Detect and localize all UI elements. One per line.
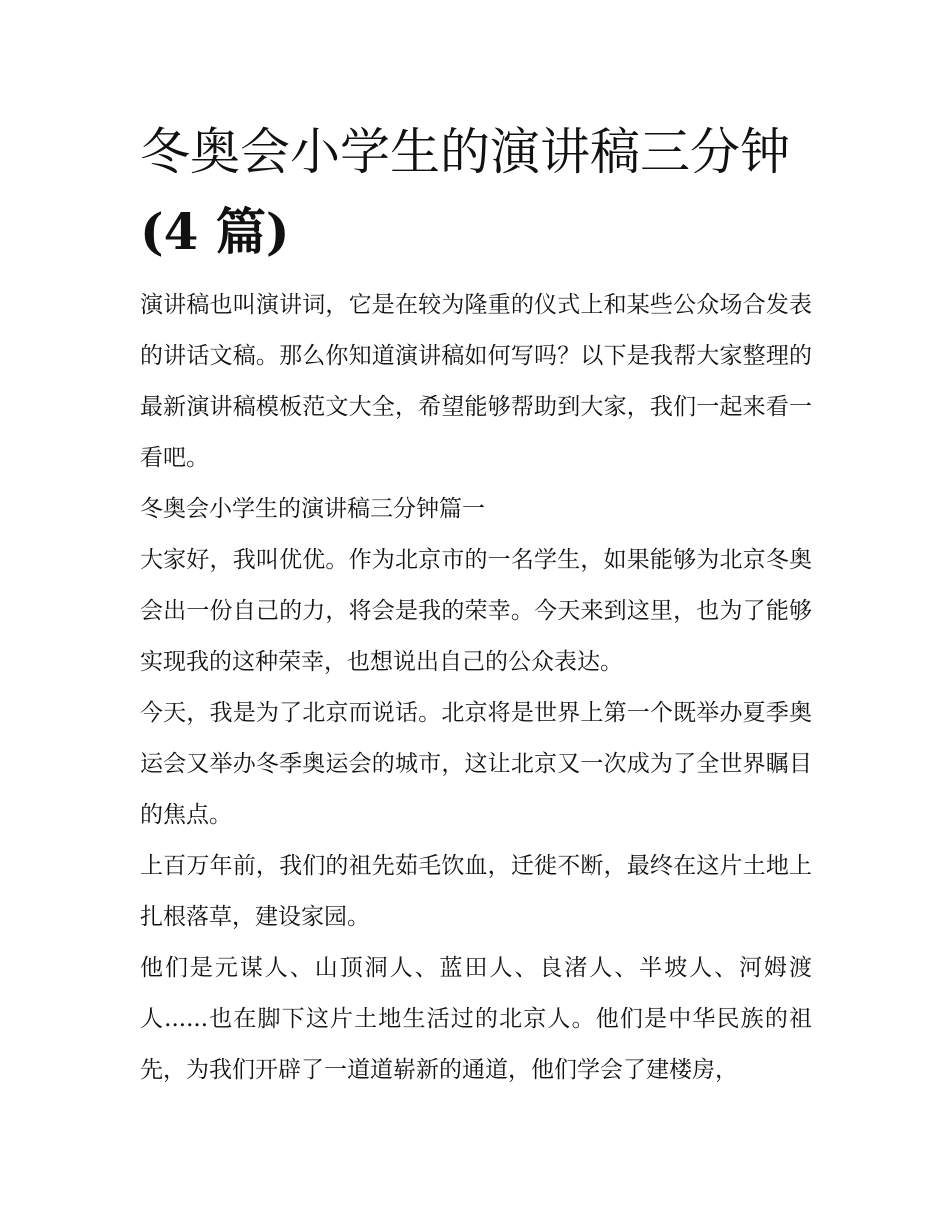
paragraph: 他们是元谋人、山顶洞人、蓝田人、良渚人、半坡人、河姆渡人......也在脚下这片土地生活过的北京人。他们是中华民族的祖先，为我们开辟了一道道崭新的通道，他们学会了建楼房， (140, 955, 812, 1083)
paragraph: 大家好，我叫优优。作为北京市的一名学生，如果能够为北京冬奥会出一份自己的力，将会是我的荣幸。今天来到这里，也为了能够实现我的这种荣幸，也想说出自己的公众表达。 (140, 547, 812, 675)
document-title (140, 112, 812, 272)
paragraph-intro: 演讲稿也叫演讲词，它是在较为隆重的仪式上和某些公众场合发表的讲话文稿。那么你知道演讲稿如何写吗？以下是我帮大家整理的最新演讲稿模板范文大全，希望能够帮助到大家，我们一起来看一看吧。 (140, 292, 812, 471)
title-line-1: 冬奥会小学生的演讲稿三分钟 (140, 123, 790, 181)
paragraph: 今天，我是为了北京而说话。北京将是世界上第一个既举办夏季奥运会又举办冬季奥运会的城市，这让北京又一次成为了全世界瞩目的焦点。 (140, 700, 812, 828)
title-line-2: (4 篇) (140, 202, 290, 261)
document-content (140, 112, 812, 1096)
document-body (140, 280, 812, 1096)
section-heading: 冬奥会小学生的演讲稿三分钟篇一 (140, 496, 485, 522)
paragraph: 上百万年前，我们的祖先茹毛饮血，迁徙不断，最终在这片土地上扎根落草，建设家园。 (140, 853, 812, 930)
